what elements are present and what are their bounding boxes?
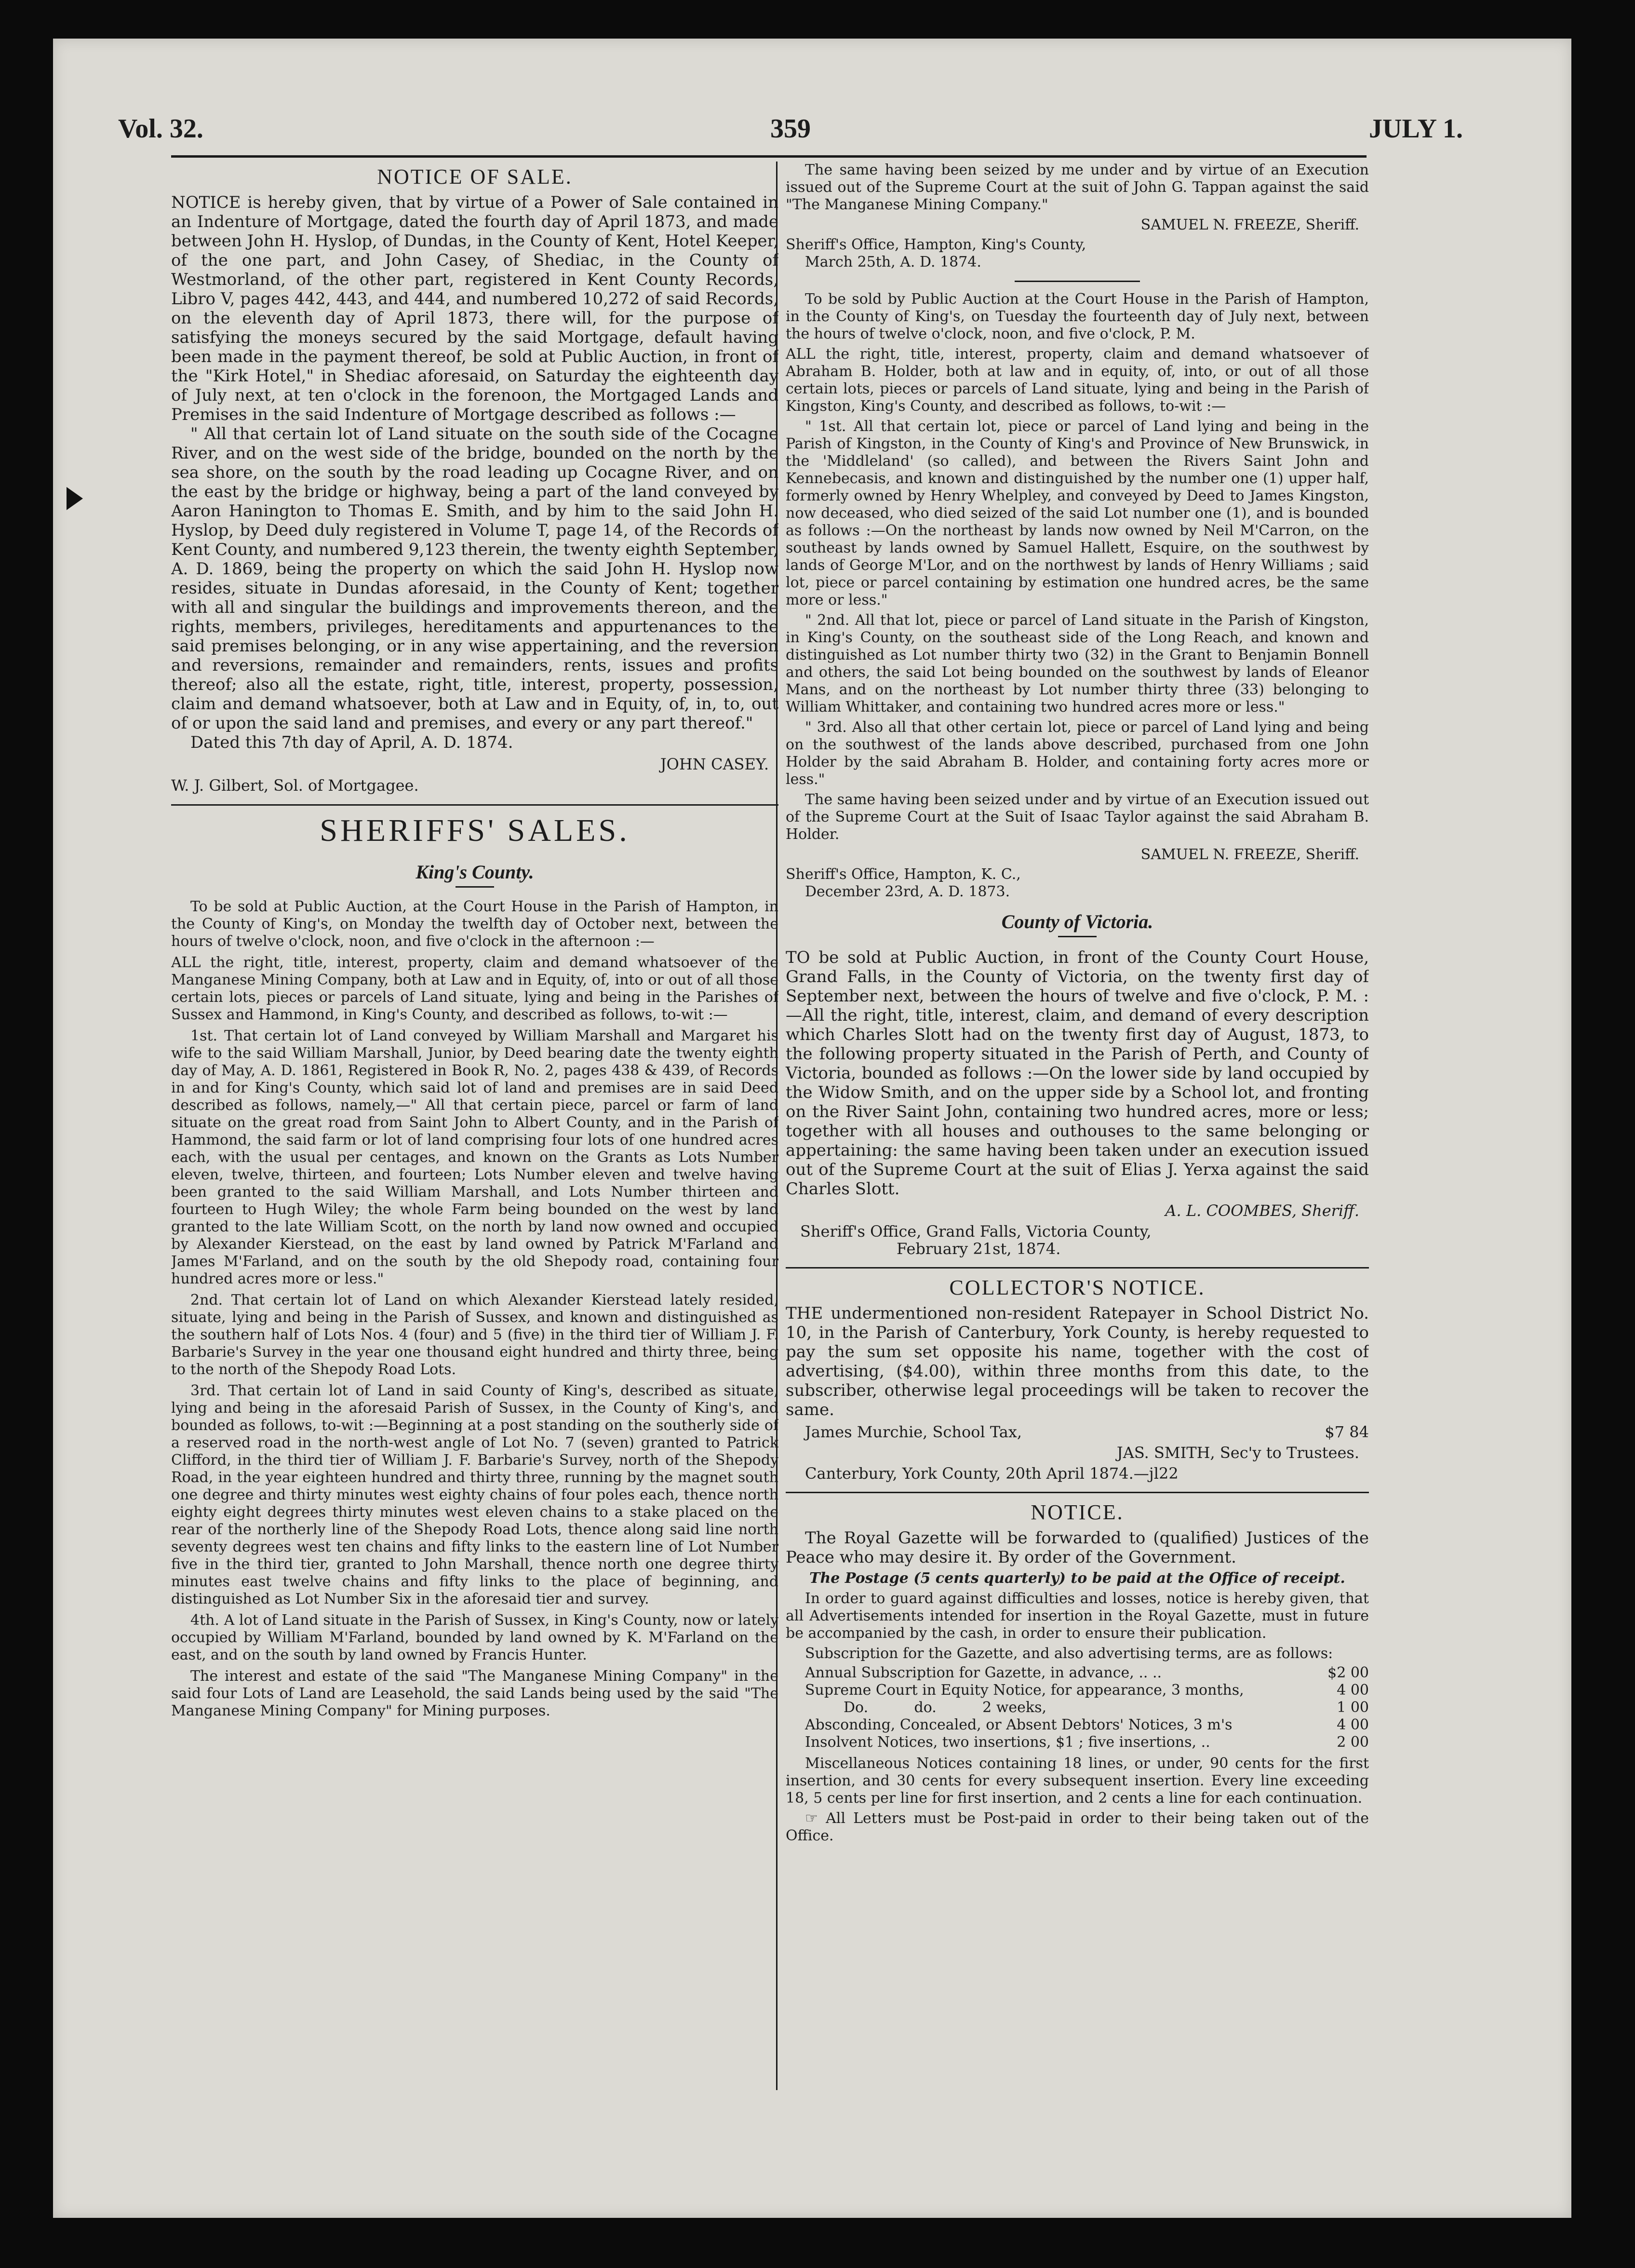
victoria-sale xyxy=(786,910,1369,1257)
letters-text: All Letters must be Post-paid in order to their being taken out of the Office. xyxy=(786,1810,1369,1844)
gazette-notice-postage: The Postage (5 cents quarterly) to be paid at the Office of receipt. xyxy=(809,1570,1345,1587)
rate-row xyxy=(786,1699,1369,1716)
left-column xyxy=(171,162,778,2095)
kings-county-intro: To be sold at Public Auction, at the Court House in the Parish of Hampton, in the County of King's, on Monday the twelfth day of October next, between the hours of twelve o'clock, noon, and five o'clock in the afternoon :— xyxy=(171,898,778,950)
manganese-seizure-office: Sheriff's Office, Hampton, King's County, xyxy=(786,236,1086,253)
kings-county-lot4: 4th. A lot of Land situate in the Parish of Sussex, in King's County, now or lately occupied by William M'Farland, bounded by land owned by K. M'Farland on the east, and on the south by land owned by Francis Hunter. xyxy=(171,1612,778,1663)
manganese-seizure-date: March 25th, A. D. 1874. xyxy=(805,254,981,270)
manganese-seizure-sheriff: SAMUEL N. FREEZE, Sheriff. xyxy=(1140,216,1359,233)
kings-county-interest: The interest and estate of the said "The Manganese Mining Company" in the said four Lots of Land are Leasehold, the said Lands being used by the said "The Manganese Mining Company" for Mining purposes. xyxy=(171,1668,778,1719)
rate-row xyxy=(786,1664,1369,1682)
manganese-seizure xyxy=(786,162,1369,271)
holder-sale-lot1: " 1st. All that certain lot, piece or parcel of Land lying and being in the Parish of Kingston, in the County of King's and Province of New Brunswick, in the 'Middleland' (so called), and between the Rivers Saint John and Kennebecasis, and known and distinguished by the number one (1) upper half, formerly owned by Henry Whelpley, and conveyed by Deed to James Kingston, now deceased, who died seized of the said Lot number one (1), and is bounded as follows :—On the northeast by lands now owned by Neil M'Carron, on the southeast by lands owned by Samuel Hallett, Esquire, on the southwest by lands of George M'Lor, and on the northwest by lands of Henry Williams ; said lot, piece or parcel containing by estimation one hundred acres, be the same more or less." xyxy=(786,418,1369,608)
holder-sale xyxy=(786,291,1369,901)
holder-sale-sheriff: SAMUEL N. FREEZE, Sheriff. xyxy=(1140,846,1359,863)
manganese-seizure-text: The same having been seized by me under and by virtue of an Execution issued out of the Supreme Court at the suit of John G. Tappan against the said "The Manganese Mining Company." xyxy=(786,162,1369,213)
kings-county-heading: King's County. xyxy=(415,861,534,883)
holder-sale-intro: To be sold by Public Auction at the Court House in the Parish of Hampton, in the County of King's, on Tuesday the fourteenth day of July next, between the hours of twelve o'clock, noon, and five o'clock, P. M. xyxy=(786,291,1369,342)
gazette-notice-text1: The Royal Gazette will be forwarded to (qualified) Justices of the Peace who may desire it. By order of the Government. xyxy=(786,1528,1369,1567)
notice-of-sale-dated: Dated this 7th day of April, A. D. 1874. xyxy=(190,733,513,752)
gazette-notice-misc: Miscellaneous Notices containing 18 lines, or under, 90 cents for the first insertion, and 30 cents for every subsequent insertion. Every line exceeding 18, 5 cents per line for first insertion, and 2 cents a line for each continuation. xyxy=(786,1755,1369,1807)
issue-date: JULY 1. xyxy=(1368,114,1463,144)
rate-amount: $2 00 xyxy=(1327,1664,1369,1681)
kings-county-all: ALL the right, title, interest, property, claim and demand whatsoever of the Manganese Mining Company, both at Law and in Equity, of, into or out of all those certain lots, pieces or parcels of Land situate, lying and being in the Parishes of Sussex and Hammond, in King's County, and described as follows, to-wit :— xyxy=(171,954,778,1023)
kings-county-lot3: 3rd. That certain lot of Land in said County of King's, described as situate, lying and being in the aforesaid Parish of Sussex, in the County of King's, and bounded as follows, to-wit :—Beginning at a post standing on the southerly side of a reserved road in the north-west angle of Lot No. 7 (seven) granted to Patrick Clifford, in the third tier of William J. F. Barbarie's Survey, north of the Shepody Road, in the year eighteen hundred and thirty three, running by the magnet south one degree and thirty minutes west eighty chains of four poles each, thence north eighty eight degrees thirty minutes west eleven chains to a stake placed on the rear of the northerly line of the Shepody Road Lots, thence along said line north seventy degrees west ten chains and fifty links to the eastern line of Lot Number five in the third tier, granted to John Marshall, thence north one degree thirty minutes east twelve chains and fifty links to the place of beginning, and distinguished as Lot Number Six in the aforesaid tier and survey. xyxy=(171,1382,778,1607)
rate-amount: 2 00 xyxy=(1337,1734,1369,1751)
collectors-notice-entry xyxy=(786,1423,1369,1441)
short-rule xyxy=(456,886,494,888)
notice-of-sale-signer: JOHN CASEY. xyxy=(660,755,769,773)
rate-desc: Insolvent Notices, two insertions, $1 ; five insertions, .. xyxy=(805,1734,1210,1751)
section-rule xyxy=(786,1267,1369,1269)
gazette-notice-terms-intro: Subscription for the Gazette, and also advertising terms, are as follows: xyxy=(805,1645,1333,1662)
entry-name: James Murchie, School Tax, xyxy=(805,1423,1022,1441)
holder-sale-date: December 23rd, A. D. 1873. xyxy=(805,883,1010,900)
mid-rule xyxy=(1015,281,1140,282)
holder-sale-lot3: " 3rd. Also all that other certain lot, piece or parcel of Land lying and being on the southwest of the lands above described, purchased from one John Holder by the said Abraham B. Holder, and containing forty acres more or less." xyxy=(786,719,1369,788)
rate-row xyxy=(786,1716,1369,1734)
collectors-notice-text: THE undermentioned non-resident Ratepayer in School District No. 10, in the Parish of Canterbury, York County, is hereby requested to pay the sum set opposite his name, together with the cost of advertising, ($4.00), within three months from this date, to the subscriber, otherwise legal proceedings will be taken to recover the same. xyxy=(786,1304,1369,1419)
holder-sale-seized: The same having been seized under and by virtue of an Execution issued out of the Supreme Court at the Suit of Isaac Taylor against the said Abraham B. Holder. xyxy=(786,791,1369,843)
gazette-notice xyxy=(786,1500,1369,1845)
gazette-notice-title: NOTICE. xyxy=(1031,1500,1124,1524)
header-rule xyxy=(171,155,1367,158)
victoria-office: Sheriff's Office, Grand Falls, Victoria County, xyxy=(800,1222,1152,1241)
victoria-text: TO be sold at Public Auction, in front of the County Court House, Grand Falls, in the County of Victoria, on the twenty first day of September next, between the hours of twelve and five o'clock, P. M. :—All the right, title, interest, claim, and demand of every description which Charles Slott had on the twenty first day of August, 1873, to the following property situated in the Parish of Perth, and County of Victoria, bounded as follows :—On the lower side by land occupied by the Widow Smith, and on the upper side by a School lot, and fronting on the River Saint John, containing two hundred acres, more or less; together with all houses and outhouses to the same belonging or appertaining: the same having been taken under an execution issued out of the Supreme Court at the suit of Elias J. Yerxa against the said Charles Slott. xyxy=(786,948,1369,1199)
victoria-heading: County of Victoria. xyxy=(1001,911,1153,932)
notice-of-sale-solicitor: W. J. Gilbert, Sol. of Mortgagee. xyxy=(171,776,419,795)
section-rule xyxy=(786,1492,1369,1493)
collectors-notice-place: Canterbury, York County, 20th April 1874.—jl22 xyxy=(805,1464,1179,1483)
pointing-hand-icon: ☞ xyxy=(805,1810,826,1827)
collectors-notice-title: COLLECTOR'S NOTICE. xyxy=(949,1276,1206,1299)
collectors-notice-signer: JAS. SMITH, Sec'y to Trustees. xyxy=(1116,1444,1359,1462)
notice-of-sale xyxy=(171,164,778,795)
notice-of-sale-para2: " All that certain lot of Land situate on the south side of the Cocagne River, and on the west side of the bridge, bounded on the north by the sea shore, on the south by the road leading up Cocagne River, and on the east by the bridge or highway, being a part of the land conveyed by Aaron Hanington to Thomas E. Smith, and by him to the said John H. Hyslop, by Deed duly registered in Volume T, page 14, of the Records of Kent County, and numbered 9,123 therein, the twenty eighth September, A. D. 1869, being the property on which the said John H. Hyslop now resides, situate in Dundas aforesaid, in the County of Kent; together with all and singular the buildings and improvements thereon, and the rights, members, privileges, hereditaments and appurtenances to the said premises belonging, or in any wise appertaining, and the reversion and reversions, remainder and remainders, rents, issues and profits thereof; also all the estate, right, title, interest, property, possession, claim and demand whatsoever, both at Law and in Equity, of, in, to, out of or upon the said land and premises, and every or any part thereof." xyxy=(171,424,778,733)
notice-of-sale-para1: NOTICE is hereby given, that by virtue of a Power of Sale contained in an Indenture of Mortgage, dated the fourth day of April 1873, and made between John H. Hyslop, of Dundas, in the County of Kent, Hotel Keeper, of the one part, and John Casey, of Shediac, in the County of Westmorland, of the other part, registered in Kent County Records, Libro V, pages 442, 443, and 444, and numbered 10,272 of said Records, on the eleventh day of April 1873, there will, for the purpose of satisfying the moneys secured by the said Mortgage, default having been made in the payment thereof, be sold at Public Auction, in front of the "Kirk Hotel," in Shediac aforesaid, on Saturday the eighteenth day of July next, at ten o'clock in the forenoon, the Mortgaged Lands and Premises in the said Indenture of Mortgage described as follows :— xyxy=(171,193,778,424)
page-header xyxy=(118,108,1463,157)
rate-desc: Annual Subscription for Gazette, in advance, .. .. xyxy=(805,1664,1162,1681)
rate-desc: Supreme Court in Equity Notice, for appearance, 3 months, xyxy=(805,1682,1244,1699)
rate-amount: 4 00 xyxy=(1337,1716,1369,1733)
rate-desc: Absconding, Concealed, or Absent Debtors' Notices, 3 m's xyxy=(805,1716,1233,1733)
kings-county-lot2: 2nd. That certain lot of Land on which Alexander Kierstead lately resided, situate, lying and being in the Parish of Sussex, and known and distinguished as the southern half of Lots Nos. 4 (four) and 5 (five) in the third tier of William J. F. Barbarie's Survey in the year one thousand eight hundred and thirty three, being to the north of the Shepody Road Lots. xyxy=(171,1292,778,1378)
notice-of-sale-title: NOTICE OF SALE. xyxy=(377,165,573,189)
rate-amount: 1 00 xyxy=(1337,1699,1369,1716)
rate-row xyxy=(786,1682,1369,1699)
rates-list xyxy=(786,1664,1369,1751)
gazette-notice-text2: In order to guard against difficulties and losses, notice is hereby given, that all Advertisements intended for insertion in the Royal Gazette, must in future be accompanied by the cash, in order to ensure their publication. xyxy=(786,1590,1369,1642)
gazette-notice-letters xyxy=(786,1810,1369,1845)
kings-county-lot1: 1st. That certain lot of Land conveyed by William Marshall and Margaret his wife to the said William Marshall, Junior, by Deed bearing date the twenty eighth day of May, A. D. 1861, Registered in Book R, No. 2, pages 438 & 439, of Records in and for King's County, which said lot of land and premises are in said Deed described as follows, namely,—" All that certain piece, parcel or farm of land situate on the great road from Saint John to Albert County, and in the Parish of Hammond, the said farm or lot of land comprising four lots of one hundred acres each, with the usual per centages, and known on the Grants as Lots Number eleven, twelve, thirteen, and fourteen; Lots Number eleven and twelve having been granted to the said William Marshall, and Lots Number thirteen and fourteen to Hugh Wiley; the whole Farm being bounded on the west by land granted to the late William Scott, on the north by land now owned and occupied by Alexander Kierstead, on the east by land owned by Patrick M'Farland and James M'Farland, and on the south by the old Shepody road, containing four hundred acres more or less." xyxy=(171,1027,778,1287)
rate-amount: 4 00 xyxy=(1337,1682,1369,1699)
page-number: 359 xyxy=(770,114,811,144)
rate-row xyxy=(786,1734,1369,1751)
short-rule xyxy=(1058,936,1097,937)
victoria-sheriff: A. L. COOMBES, Sheriff. xyxy=(1165,1202,1359,1220)
holder-sale-office: Sheriff's Office, Hampton, K. C., xyxy=(786,866,1021,883)
collectors-notice xyxy=(786,1275,1369,1482)
sheriffs-sales xyxy=(171,812,778,1720)
entry-amount: $7 84 xyxy=(1325,1423,1369,1441)
holder-sale-lot2: " 2nd. All that lot, piece or parcel of Land situate in the Parish of Kingston, in King's County, on the southeast side of the Long Reach, and known and distinguished as Lot number thirty two (32) in the Grant to Benjamin Bonnell and others, the said Lot being bounded on the southwest by lands of Eleanor Mans, and on the northeast by Lot number thirty three (33) belonging to William Whittaker, and containing two hundred acres more or less." xyxy=(786,612,1369,716)
holder-sale-all: ALL the right, title, interest, property, claim and demand whatsoever of Abraham B. Holder, both at law and in equity, of, into, or out of all those certain lots, pieces or parcels of Land situate, lying and being in the Parish of Kingston, King's County, and described as follows, to-wit :— xyxy=(786,346,1369,415)
volume-number: Vol. 32. xyxy=(118,114,203,144)
victoria-date: February 21st, 1874. xyxy=(897,1240,1061,1258)
right-column xyxy=(766,162,1369,2095)
margin-pointer-icon xyxy=(67,487,83,510)
rate-desc: Do. do. 2 weeks, xyxy=(844,1699,1047,1716)
sheriffs-sales-title: SHERIFFS' SALES. xyxy=(320,813,630,848)
section-rule xyxy=(171,804,778,806)
